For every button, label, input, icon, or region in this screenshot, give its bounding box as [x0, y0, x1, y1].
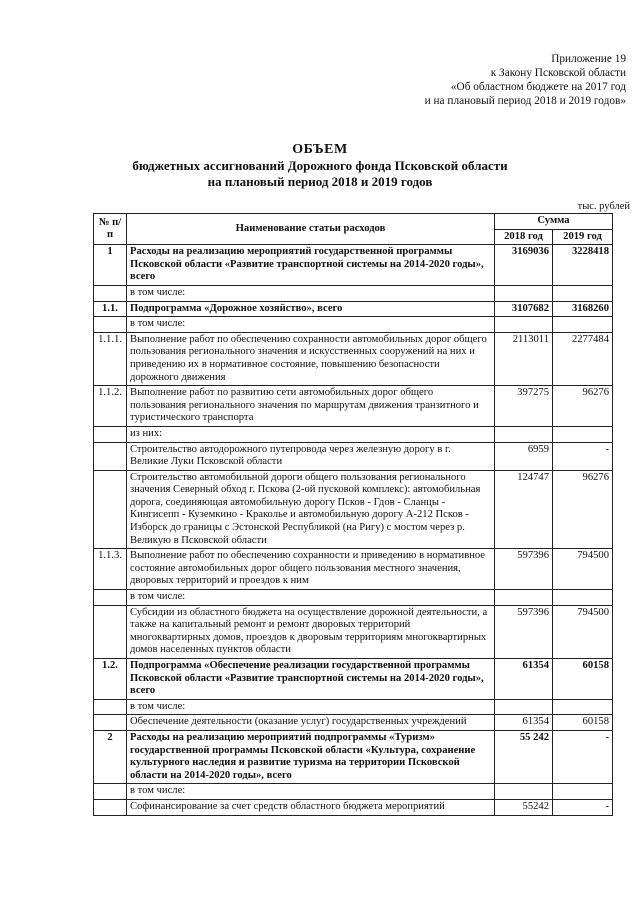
row-2019-cell	[553, 590, 613, 606]
row-name-cell: Расходы на реализацию мероприятий подпрограммы «Туризм» государственной программы Псковской области «Культура, сохранение культурного наследия и развитие туризма на территории Псковской области на 2014-2020 годы», всего	[127, 730, 495, 783]
appendix-line: Приложение 19	[551, 53, 626, 65]
table-row	[94, 285, 613, 301]
title-line: ОБЪЕМ	[292, 142, 348, 157]
document-title	[0, 142, 640, 190]
row-2019-cell: -	[553, 799, 613, 815]
row-2018-cell: 397275	[495, 386, 553, 427]
row-2019-cell: 794500	[553, 549, 613, 590]
row-number-cell	[94, 470, 127, 549]
row-number-cell	[94, 799, 127, 815]
table-row	[94, 386, 613, 427]
row-name-cell: Расходы на реализацию мероприятий государственной программы Псковской области «Развитие транспортной системы на 2014-2020 годы», всего	[127, 245, 495, 286]
row-2018-cell: 55 242	[495, 730, 553, 783]
table-row	[94, 245, 613, 286]
title-line: бюджетных ассигнований Дорожного фонда Псковской области	[132, 158, 508, 173]
row-name-cell: Обеспечение деятельности (оказание услуг) государственных учреждений	[127, 715, 495, 731]
row-name-cell: в том числе:	[127, 699, 495, 715]
row-2019-cell	[553, 285, 613, 301]
row-number-cell: 1.1.2.	[94, 386, 127, 427]
table-body	[94, 245, 613, 815]
row-2018-cell: 6959	[495, 442, 553, 470]
row-name-cell: в том числе:	[127, 590, 495, 606]
row-number-cell	[94, 605, 127, 658]
table-row	[94, 659, 613, 700]
row-number-cell	[94, 285, 127, 301]
row-2019-cell: -	[553, 730, 613, 783]
row-number-cell: 1	[94, 245, 127, 286]
table-row	[94, 426, 613, 442]
header-number: № п/п	[94, 214, 127, 245]
row-2018-cell: 61354	[495, 659, 553, 700]
table-row	[94, 784, 613, 800]
row-number-cell: 1.2.	[94, 659, 127, 700]
table-row	[94, 699, 613, 715]
row-2018-cell	[495, 317, 553, 333]
row-name-cell: Выполнение работ по развитию сети автомобильных дорог общего пользования регионального значения по маршрутам движения транзитного и туристического транспорта	[127, 386, 495, 427]
row-2018-cell: 3169036	[495, 245, 553, 286]
row-2019-cell: 60158	[553, 715, 613, 731]
units-label: тыс. рублей	[577, 201, 630, 212]
row-2018-cell: 61354	[495, 715, 553, 731]
row-number-cell	[94, 426, 127, 442]
row-number-cell: 1.1.	[94, 301, 127, 317]
row-2019-cell: 3228418	[553, 245, 613, 286]
row-name-cell: Строительство автодорожного путепровода через железную дорогу в г. Великие Луки Псковской области	[127, 442, 495, 470]
row-name-cell: Выполнение работ по обеспечению сохранности и приведению в нормативное состояние автомобильных дорог общего пользования местного значения, дворовых территорий и проездов к ним	[127, 549, 495, 590]
header-expense-name: Наименование статьи расходов	[127, 214, 495, 245]
row-2019-cell	[553, 317, 613, 333]
row-name-cell: Подпрограмма «Дорожное хозяйство», всего	[127, 301, 495, 317]
row-name-cell: в том числе:	[127, 285, 495, 301]
appendix-line: и на плановый период 2018 и 2019 годов»	[424, 95, 626, 107]
appendix-line: «Об областном бюджете на 2017 год	[450, 81, 626, 93]
row-number-cell: 1.1.1.	[94, 332, 127, 385]
header-2019: 2019 год	[553, 229, 613, 245]
appendix-line: к Закону Псковской области	[490, 67, 626, 79]
header-2018: 2018 год	[495, 229, 553, 245]
budget-table	[93, 213, 613, 816]
table-row	[94, 301, 613, 317]
row-name-cell: Софинансирование за счет средств областного бюджета мероприятий	[127, 799, 495, 815]
table-row	[94, 317, 613, 333]
row-2018-cell	[495, 590, 553, 606]
row-2018-cell: 124747	[495, 470, 553, 549]
appendix-header	[296, 52, 626, 108]
table-row	[94, 549, 613, 590]
table-row	[94, 590, 613, 606]
row-number-cell: 2	[94, 730, 127, 783]
row-name-cell: Подпрограмма «Обеспечение реализации государственной программы Псковской области «Развитие транспортной системы на 2014-2020 годы», всего	[127, 659, 495, 700]
row-2019-cell: 794500	[553, 605, 613, 658]
table-row	[94, 799, 613, 815]
row-2018-cell: 55242	[495, 799, 553, 815]
row-2018-cell	[495, 285, 553, 301]
title-line: на плановый период 2018 и 2019 годов	[207, 174, 433, 189]
row-2019-cell: 3168260	[553, 301, 613, 317]
row-2019-cell: 96276	[553, 386, 613, 427]
row-2018-cell	[495, 426, 553, 442]
row-2019-cell: 2277484	[553, 332, 613, 385]
row-2019-cell: 96276	[553, 470, 613, 549]
row-number-cell: 1.1.3.	[94, 549, 127, 590]
row-number-cell	[94, 590, 127, 606]
row-number-cell	[94, 699, 127, 715]
row-name-cell: Выполнение работ по обеспечению сохранности автомобильных дорог общего пользования регионального значения и искусственных сооружений на них и приведению их в нормативное состояние, повышению безопасности дорожного движения	[127, 332, 495, 385]
row-2019-cell	[553, 784, 613, 800]
row-2019-cell	[553, 699, 613, 715]
row-2018-cell: 3107682	[495, 301, 553, 317]
table-row	[94, 442, 613, 470]
row-2018-cell	[495, 784, 553, 800]
row-2018-cell: 597396	[495, 549, 553, 590]
table-row	[94, 715, 613, 731]
table-row	[94, 470, 613, 549]
table-row	[94, 332, 613, 385]
row-2019-cell: 60158	[553, 659, 613, 700]
header-sum: Сумма	[495, 214, 613, 230]
table-row	[94, 730, 613, 783]
row-name-cell: Субсидии из областного бюджета на осуществление дорожной деятельности, а также на капитальный ремонт и ремонт дворовых территорий многоквартирных домов, проездов к дворовым территориям многоквартирных домов населенных пунктов области	[127, 605, 495, 658]
row-number-cell	[94, 784, 127, 800]
table-row	[94, 605, 613, 658]
row-name-cell: в том числе:	[127, 317, 495, 333]
row-number-cell	[94, 442, 127, 470]
row-name-cell: из них:	[127, 426, 495, 442]
row-name-cell: Строительство автомобильной дороги общего пользования регионального значения Северный обход г. Пскова (2-ой пусковой комплекс): автомобильная дорога, соединяющая автомобильную дорогу Псков - Гдов - Сланцы - Кингисепп - Куземкино - Краколье и автомобильную дорогу А-212 Псков - Изборск до границы с Эстонской Республикой (на Ригу) с мостом через р. Великую в Псковской области	[127, 470, 495, 549]
row-2019-cell: -	[553, 442, 613, 470]
row-number-cell	[94, 317, 127, 333]
row-name-cell: в том числе:	[127, 784, 495, 800]
row-number-cell	[94, 715, 127, 731]
row-2018-cell	[495, 699, 553, 715]
row-2018-cell: 2113011	[495, 332, 553, 385]
row-2019-cell	[553, 426, 613, 442]
row-2018-cell: 597396	[495, 605, 553, 658]
